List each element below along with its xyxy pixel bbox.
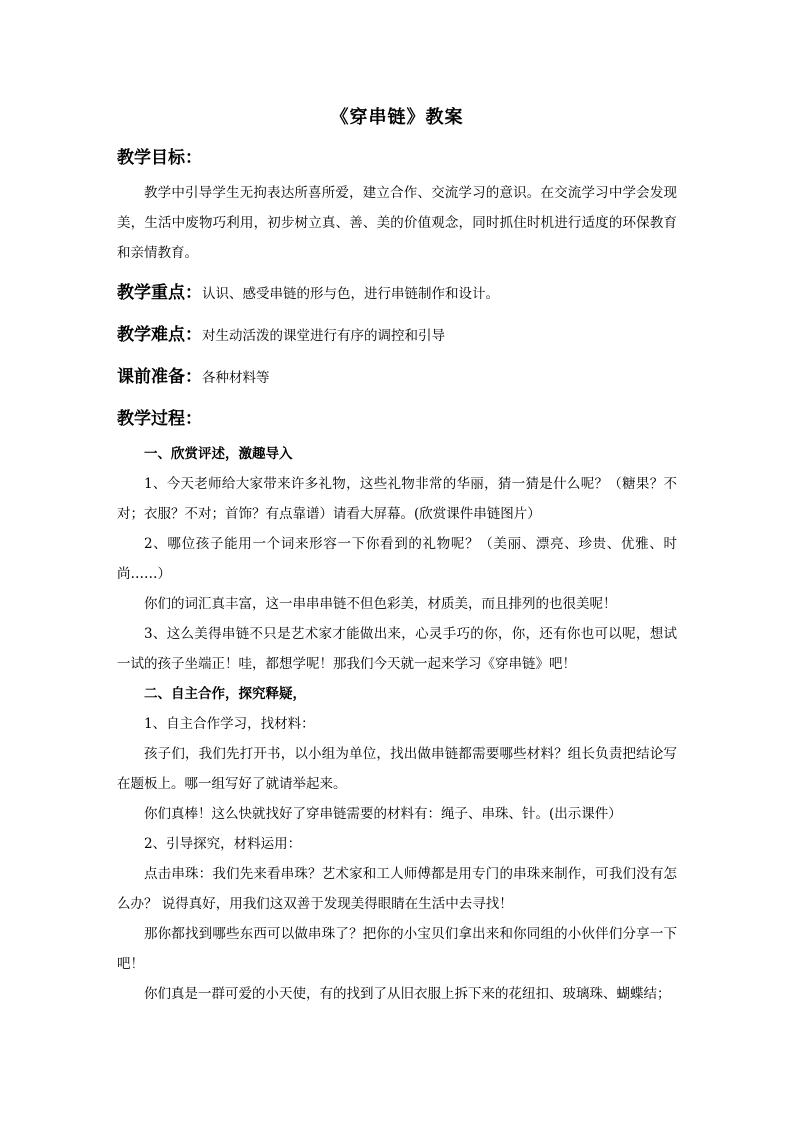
section2-title: 二、自主合作，探究释疑，	[144, 686, 306, 702]
difficulties-line	[117, 323, 677, 348]
section1-paragraph-4: 3、这么美得串链不只是艺术家才能做出来，心灵手巧的你，你，还有你也可以呢，想试一试的孩子坐端正！哇，都想学呢！那我们今天就一起来学习《穿串链》吧！	[117, 626, 677, 672]
section2-paragraph-5: 点击串珠：我们先来看串珠？艺术家和工人师傅都是用专门的串珠来制作，可我们没有怎么办？ 说得真好，用我们这双善于发现美得眼睛在生活中去寻找！	[117, 866, 677, 912]
section2-paragraph-6: 那你都找到哪些东西可以做串珠了？把你的小宝贝们拿出来和你同组的小伙伴们分享一下吧！	[117, 926, 677, 972]
difficulties-text: 对生动活泼的课堂进行有序的调控和引导	[202, 328, 445, 344]
document-body	[117, 146, 677, 1009]
key-points-text: 认识、感受串链的形与色，进行串链制作和设计。	[202, 286, 499, 302]
preparation-line	[117, 365, 677, 390]
document-title: 《穿串链》教案	[330, 107, 464, 128]
process-heading: 教学过程：	[117, 409, 202, 429]
preparation-heading: 课前准备：	[117, 367, 202, 387]
section2-paragraph-1: 1、自主合作学习，找材料：	[144, 716, 315, 732]
difficulties-heading: 教学难点：	[117, 325, 202, 345]
section1-paragraph-1: 1、今天老师给大家带来许多礼物，这些礼物非常的华丽，猜一猜是什么呢？（糖果？不对；衣服？不对；首饰？有点靠谱）请看大屏幕。(欣赏课件串链图片）	[117, 476, 677, 522]
section1-paragraph-2: 2、哪位孩子能用一个词来形容一下你看到的礼物呢？（美丽、漂亮、珍贵、优雅、时尚……）	[117, 536, 677, 582]
section2-paragraph-2: 孩子们，我们先打开书，以小组为单位，找出做串链都需要哪些材料？组长负责把结论写在题板上。哪一组写好了就请举起来。	[117, 746, 677, 792]
section1-paragraph-3: 你们的词汇真丰富，这一串串串链不但色彩美，材质美，而且排列的也很美呢！	[144, 596, 617, 612]
section2-paragraph-3: 你们真棒！这么快就找好了穿串链需要的材料有：绳子、串珠、针。(出示课件）	[144, 806, 622, 822]
key-points-heading: 教学重点：	[117, 283, 202, 303]
teaching-goals-text: 教学中引导学生无拘表达所喜所爱，建立合作、交流学习的意识。在交流学习中学会发现美，生活中废物巧利用，初步树立真、善、美的价值观念，同时抓住时机进行适度的环保教育和亲情教育。	[117, 185, 677, 261]
section1-title: 一、欣赏评述，激趣导入	[144, 446, 293, 462]
preparation-text: 各种材料等	[202, 370, 270, 386]
section2-paragraph-7: 你们真是一群可爱的小天使，有的找到了从旧衣服上拆下来的花纽扣、玻璃珠、蝴蝶结；	[144, 986, 671, 1002]
teaching-goals-heading: 教学目标：	[117, 148, 202, 168]
section2-paragraph-4: 2、引导探究，材料运用：	[144, 836, 302, 852]
key-points-line	[117, 281, 677, 306]
